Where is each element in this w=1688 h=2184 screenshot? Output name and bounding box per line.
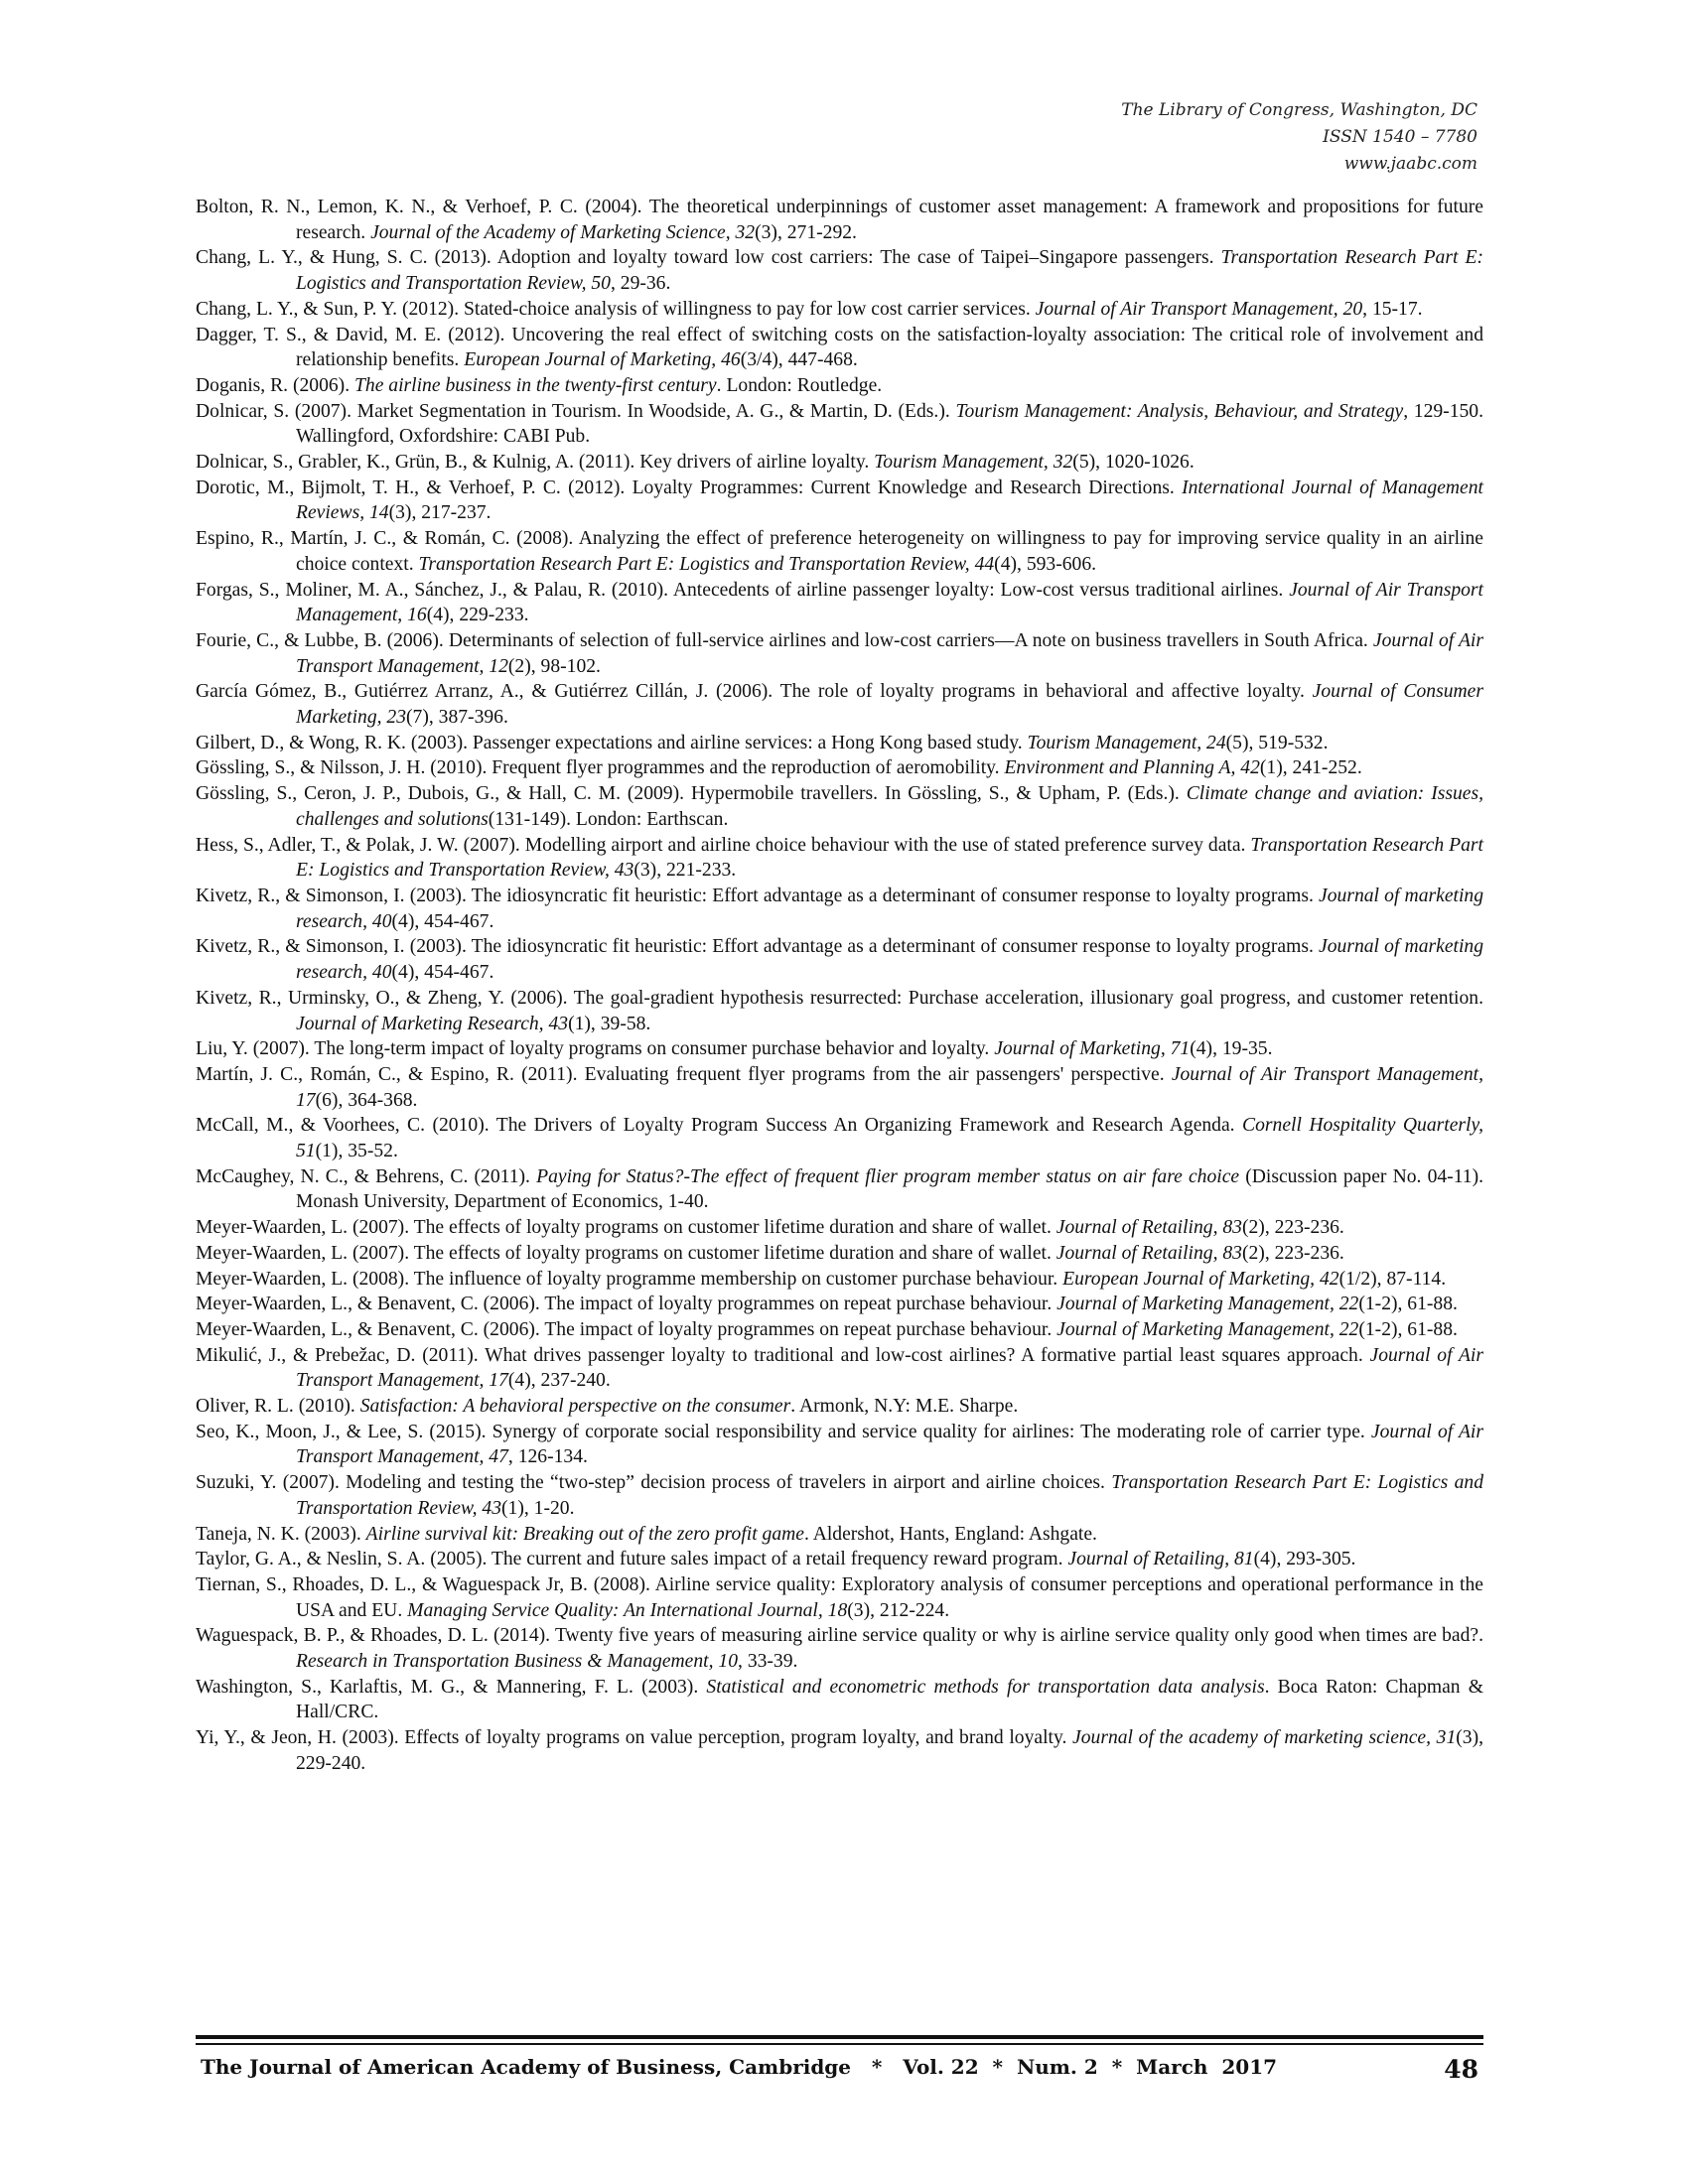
reference-entry — [196, 755, 1483, 781]
reference-italic-text: Journal of Consumer Marketing, 23 — [296, 681, 1483, 729]
reference-plain-text: Meyer-Waarden, L. (2007). The effects of loyalty programs on customer lifetime duration and share of wallet. — [196, 1242, 1056, 1264]
reference-plain-text: Hess, S., Adler, T., & Polak, J. W. (2007). Modelling airport and airline choice behaviour with the use of stated preference survey data. — [196, 834, 1251, 856]
reference-tail-text: (3), 229-240. — [296, 1727, 1483, 1774]
reference-italic-text: Cornell Hospitality Quarterly, 51 — [296, 1115, 1483, 1162]
reference-tail-text: , 129-150. Wallingford, Oxfordshire: CABI Pub. — [296, 400, 1483, 448]
reference-tail-text: (3/4), 447-468. — [740, 349, 858, 371]
reference-plain-text: Espino, R., Martín, J. C., & Román, C. (2008). Analyzing the effect of preference heterogeneity on willingness to pay for improving service quality in an airline choice context. — [196, 528, 1483, 575]
reference-tail-text: (1), 35-52. — [315, 1141, 398, 1162]
reference-entry — [196, 679, 1483, 730]
reference-tail-text: (3), 217-237. — [388, 502, 492, 524]
reference-plain-text: Gössling, S., Ceron, J. P., Dubois, G., & Hall, C. M. (2009). Hypermobile travellers. In Gössling, S., & Upham, P. (Eds.). — [196, 783, 1187, 805]
reference-tail-text: (2), 98-102. — [507, 655, 601, 677]
reference-italic-text: Journal of Air Transport Management, 17 — [296, 1344, 1483, 1392]
reference-entry — [196, 884, 1483, 934]
reference-italic-text: Environment and Planning A, 42 — [1004, 757, 1260, 779]
reference-italic-text: Journal of Air Transport Management, 47 — [296, 1421, 1483, 1468]
reference-italic-text: Journal of Retailing, 83 — [1055, 1217, 1242, 1239]
footer-rule-thin — [196, 2043, 1483, 2045]
reference-italic-text: Research in Transportation Business & Management, 10 — [296, 1651, 739, 1673]
reference-entry — [196, 1036, 1483, 1062]
reference-entry — [196, 1394, 1483, 1420]
reference-tail-text: (1-2), 61-88. — [1358, 1294, 1458, 1315]
reference-entry — [196, 628, 1483, 679]
reference-tail-text: (3), 212-224. — [847, 1599, 950, 1621]
reference-italic-text: Journal of Marketing Management, 22 — [1056, 1294, 1359, 1315]
reference-tail-text: (4), 229-233. — [426, 605, 529, 626]
reference-tail-text: (7), 387-396. — [406, 707, 508, 729]
reference-entry — [196, 526, 1483, 577]
reference-italic-text: Tourism Management: Analysis, Behaviour, and Strategy — [955, 400, 1404, 422]
reference-plain-text: Gössling, S., & Nilsson, J. H. (2010). Frequent flyer programmes and the reproduction of aeromobility. — [196, 757, 1005, 779]
reference-tail-text: , 33-39. — [738, 1651, 798, 1673]
reference-entry — [196, 450, 1483, 476]
reference-italic-text: Satisfaction: A behavioral perspective on the consumer — [359, 1396, 791, 1418]
reference-plain-text: Chang, L. Y., & Hung, S. C. (2013). Adoption and loyalty toward low cost carriers: The case of Taipei–Singapore passengers. — [196, 247, 1221, 269]
reference-entry — [196, 833, 1483, 884]
reference-italic-text: Tourism Management, 32 — [874, 452, 1073, 474]
reference-plain-text: Mikulić, J., & Prebežac, D. (2011). What drives passenger loyalty to traditional and low-cost airlines? A formative partial least squares approach. — [196, 1344, 1370, 1366]
reference-entry — [196, 1062, 1483, 1113]
reference-italic-text: International Journal of Management Reviews, 14 — [296, 477, 1483, 524]
reference-tail-text: , 15-17. — [1362, 298, 1423, 320]
reference-entry — [196, 1113, 1483, 1163]
header-website: www.jaabc.com — [1343, 154, 1477, 174]
reference-entry — [196, 1547, 1483, 1572]
reference-italic-text: Journal of the academy of marketing science, 31 — [1072, 1727, 1457, 1749]
reference-tail-text: (1-2), 61-88. — [1358, 1318, 1458, 1340]
reference-entry — [196, 1675, 1483, 1725]
reference-italic-text: Statistical and econometric methods for transportation data analysis — [706, 1676, 1265, 1698]
reference-tail-text: (2), 223-236. — [1241, 1217, 1344, 1239]
reference-plain-text: Gilbert, D., & Wong, R. K. (2003). Passenger expectations and airline services: a Hong Kong based study. — [196, 732, 1028, 753]
reference-italic-text: Managing Service Quality: An International Journal, 18 — [407, 1599, 848, 1621]
reference-italic-text: Journal of Air Transport Management, 17 — [296, 1063, 1483, 1111]
reference-entry — [196, 578, 1483, 628]
reference-plain-text: Tiernan, S., Rhoades, D. L., & Waguespack Jr, B. (2008). Airline service quality: Exploratory analysis of consumer perceptions and operational performance in the USA and EU. — [196, 1573, 1483, 1621]
reference-plain-text: García Gómez, B., Gutiérrez Arranz, A., & Gutiérrez Cillán, J. (2006). The role of loyalty programs in behavioral and affective loyalty. — [196, 681, 1313, 703]
page-number: 48 — [1444, 2055, 1478, 2084]
reference-tail-text: (4), 454-467. — [391, 962, 494, 984]
reference-entry — [196, 297, 1483, 323]
reference-entry — [196, 1522, 1483, 1548]
reference-plain-text: Meyer-Waarden, L. (2008). The influence of loyalty programme membership on customer purchase behaviour. — [196, 1268, 1063, 1290]
reference-entry — [196, 1725, 1483, 1776]
reference-plain-text: Liu, Y. (2007). The long-term impact of loyalty programs on consumer purchase behavior and loyalty. — [196, 1038, 995, 1060]
reference-tail-text: (5), 519-532. — [1225, 732, 1329, 753]
reference-italic-text: Transportation Research Part E: Logistics and Transportation Review, 44 — [418, 553, 995, 575]
reference-italic-text: European Journal of Marketing, 42 — [1062, 1268, 1339, 1290]
reference-entry — [196, 1164, 1483, 1215]
reference-entry — [196, 1267, 1483, 1293]
reference-entry — [196, 1241, 1483, 1267]
reference-italic-text: Airline survival kit: Breaking out of the zero profit game — [365, 1523, 804, 1545]
reference-plain-text: Bolton, R. N., Lemon, K. N., & Verhoef, P. C. (2004). The theoretical underpinnings of customer asset management: A framework and propositions for future research. — [196, 197, 1483, 243]
reference-entry — [196, 1470, 1483, 1521]
reference-italic-text: Transportation Research Part E: Logistics and Transportation Review, 50 — [296, 247, 1483, 295]
reference-entry — [196, 399, 1483, 450]
footer-rule-thick — [196, 2035, 1483, 2039]
reference-plain-text: McCall, M., & Voorhees, C. (2010). The Drivers of Loyalty Program Success An Organizing Framework and Research Agenda. — [196, 1115, 1243, 1137]
reference-entry — [196, 476, 1483, 526]
reference-italic-text: The airline business in the twenty-first century — [354, 374, 717, 396]
reference-tail-text: (4), 593-606. — [994, 553, 1097, 575]
reference-tail-text: (4), 19-35. — [1190, 1038, 1273, 1060]
running-header — [1121, 97, 1477, 178]
reference-italic-text: Journal of Retailing, 83 — [1055, 1242, 1242, 1264]
reference-italic-text: Journal of Air Transport Management, 20 — [1035, 298, 1363, 320]
reference-plain-text: McCaughey, N. C., & Behrens, C. (2011). — [196, 1165, 537, 1187]
reference-entry — [196, 373, 1483, 399]
reference-tail-text: , 29-36. — [610, 273, 671, 295]
reference-plain-text: Yi, Y., & Jeon, H. (2003). Effects of loyalty programs on value perception, program loyalty, and brand loyalty. — [196, 1727, 1073, 1749]
reference-entry — [196, 934, 1483, 985]
reference-plain-text: Dagger, T. S., & David, M. E. (2012). Uncovering the real effect of switching costs on the satisfaction-loyalty association: The critical role of involvement and relationship benefits. — [196, 324, 1483, 371]
reference-italic-text: Tourism Management, 24 — [1027, 732, 1226, 753]
reference-entry — [196, 1420, 1483, 1470]
reference-plain-text: Forgas, S., Moliner, M. A., Sánchez, J., & Palau, R. (2010). Antecedents of airline passenger loyalty: Low-cost versus traditional airlines. — [196, 579, 1290, 601]
footer-journal-info: The Journal of American Academy of Business, Cambridge * Vol. 22 * Num. 2 * March 2017 — [201, 2055, 1278, 2079]
header-library: The Library of Congress, Washington, DC — [1121, 100, 1477, 120]
reference-tail-text: (Discussion paper No. 04-11). Monash University, Department of Economics, 1-40. — [296, 1165, 1483, 1213]
reference-italic-text: Journal of Marketing, 71 — [994, 1038, 1191, 1060]
reference-plain-text: Suzuki, Y. (2007). Modeling and testing the “two-step” decision process of travelers in airport and airline choices. — [196, 1472, 1112, 1494]
reference-italic-text: Journal of Air Transport Management, 16 — [296, 579, 1483, 626]
reference-plain-text: Doganis, R. (2006). — [196, 374, 355, 396]
reference-tail-text: (4), 293-305. — [1253, 1549, 1356, 1570]
reference-tail-text: (4), 237-240. — [507, 1370, 611, 1392]
reference-italic-text: Journal of the Academy of Marketing Science, 32 — [370, 221, 756, 243]
reference-entry — [196, 245, 1483, 296]
reference-plain-text: Oliver, R. L. (2010). — [196, 1396, 360, 1418]
reference-plain-text: Seo, K., Moon, J., & Lee, S. (2015). Synergy of corporate social responsibility and service quality for airlines: The moderating role of carrier type. — [196, 1421, 1371, 1442]
header-issn: ISSN 1540 – 7780 — [1323, 127, 1477, 147]
reference-entry — [196, 781, 1483, 832]
reference-entry — [196, 731, 1483, 756]
reference-plain-text: Dolnicar, S., Grabler, K., Grün, B., & Kulnig, A. (2011). Key drivers of airline loyalty. — [196, 452, 875, 474]
reference-plain-text: Fourie, C., & Lubbe, B. (2006). Determinants of selection of full-service airlines and low-cost carriers—A note on business travellers in South Africa. — [196, 629, 1373, 651]
reference-plain-text: Kivetz, R., & Simonson, I. (2003). The idiosyncratic fit heuristic: Effort advantage as a determinant of consumer response to loyalty programs. — [196, 936, 1320, 958]
reference-plain-text: Meyer-Waarden, L., & Benavent, C. (2006). The impact of loyalty programmes on repeat purchase behaviour. — [196, 1318, 1057, 1340]
reference-entry — [196, 986, 1483, 1036]
reference-entry — [196, 323, 1483, 373]
reference-entry — [196, 1343, 1483, 1394]
reference-tail-text: (1/2), 87-114. — [1338, 1268, 1447, 1290]
reference-tail-text: (1), 39-58. — [568, 1013, 651, 1034]
reference-plain-text: Dorotic, M., Bijmolt, T. H., & Verhoef, P. C. (2012). Loyalty Programmes: Current Knowledge and Research Directions. — [196, 477, 1183, 498]
reference-plain-text: Meyer-Waarden, L. (2007). The effects of loyalty programs on customer lifetime duration and share of wallet. — [196, 1217, 1056, 1239]
reference-entry — [196, 1623, 1483, 1674]
reference-entry — [196, 1292, 1483, 1317]
reference-tail-text: (131-149). London: Earthscan. — [488, 808, 729, 830]
reference-plain-text: Taylor, G. A., & Neslin, S. A. (2005). The current and future sales impact of a retail frequency reward program. — [196, 1549, 1068, 1570]
reference-italic-text: Journal of Marketing Management, 22 — [1056, 1318, 1359, 1340]
reference-tail-text: (3), 221-233. — [633, 860, 737, 882]
reference-tail-text: . Armonk, N.Y: M.E. Sharpe. — [790, 1396, 1019, 1418]
reference-italic-text: Paying for Status?-The effect of frequent flier program member status on air fare choice — [536, 1165, 1240, 1187]
page-footer — [201, 2055, 1478, 2084]
reference-italic-text: Journal of Marketing Research, 43 — [296, 1013, 569, 1034]
reference-list — [196, 195, 1483, 1777]
reference-entry — [196, 1215, 1483, 1241]
reference-tail-text: (3), 271-292. — [755, 221, 857, 243]
reference-plain-text: Chang, L. Y., & Sun, P. Y. (2012). Stated-choice analysis of willingness to pay for low cost carrier services. — [196, 298, 1036, 320]
reference-entry — [196, 1317, 1483, 1343]
reference-tail-text: (5), 1020-1026. — [1072, 452, 1195, 474]
reference-italic-text: Journal of marketing research, 40 — [296, 936, 1483, 984]
reference-italic-text: Climate change and aviation: Issues, challenges and solutions — [296, 783, 1483, 830]
reference-plain-text: Dolnicar, S. (2007). Market Segmentation in Tourism. In Woodside, A. G., & Martin, D. (Eds.). — [196, 400, 956, 422]
reference-entry — [196, 1572, 1483, 1623]
reference-plain-text: Martín, J. C., Román, C., & Espino, R. (2011). Evaluating frequent flyer programs from the air passengers' perspective. — [196, 1063, 1172, 1085]
reference-tail-text: (6), 364-368. — [315, 1089, 418, 1111]
reference-italic-text: European Journal of Marketing, 46 — [464, 349, 741, 371]
reference-italic-text: Transportation Research Part E: Logistics and Transportation Review, 43 — [296, 834, 1483, 882]
reference-italic-text: Journal of marketing research, 40 — [296, 885, 1483, 932]
reference-tail-text: (1), 241-252. — [1259, 757, 1362, 779]
reference-plain-text: Meyer-Waarden, L., & Benavent, C. (2006). The impact of loyalty programmes on repeat purchase behaviour. — [196, 1294, 1057, 1315]
reference-tail-text: . Boca Raton: Chapman & Hall/CRC. — [296, 1676, 1483, 1723]
reference-tail-text: (1), 1-20. — [501, 1497, 575, 1519]
reference-plain-text: Kivetz, R., & Simonson, I. (2003). The idiosyncratic fit heuristic: Effort advantage as a determinant of consumer response to loyalty programs. — [196, 885, 1320, 906]
reference-tail-text: (2), 223-236. — [1241, 1242, 1344, 1264]
reference-tail-text: (4), 454-467. — [391, 910, 494, 932]
reference-italic-text: Transportation Research Part E: Logistics and Transportation Review, 43 — [296, 1472, 1483, 1519]
reference-tail-text: . London: Routledge. — [716, 374, 883, 396]
reference-plain-text: Kivetz, R., Urminsky, O., & Zheng, Y. (2006). The goal-gradient hypothesis resurrected: Purchase acceleration, illusionary goal progress, and customer retention. — [196, 987, 1483, 1009]
reference-italic-text: Journal of Retailing, 81 — [1067, 1549, 1254, 1570]
reference-italic-text: Journal of Air Transport Management, 12 — [296, 629, 1483, 677]
reference-entry — [196, 195, 1483, 245]
reference-plain-text: Washington, S., Karlaftis, M. G., & Mannering, F. L. (2003). — [196, 1676, 707, 1698]
reference-tail-text: , 126-134. — [507, 1446, 588, 1468]
reference-tail-text: . Aldershot, Hants, England: Ashgate. — [803, 1523, 1097, 1545]
reference-plain-text: Taneja, N. K. (2003). — [196, 1523, 366, 1545]
reference-plain-text: Waguespack, B. P., & Rhoades, D. L. (2014). Twenty five years of measuring airline service quality or why is airline service quality only good when times are bad?. — [196, 1625, 1483, 1647]
